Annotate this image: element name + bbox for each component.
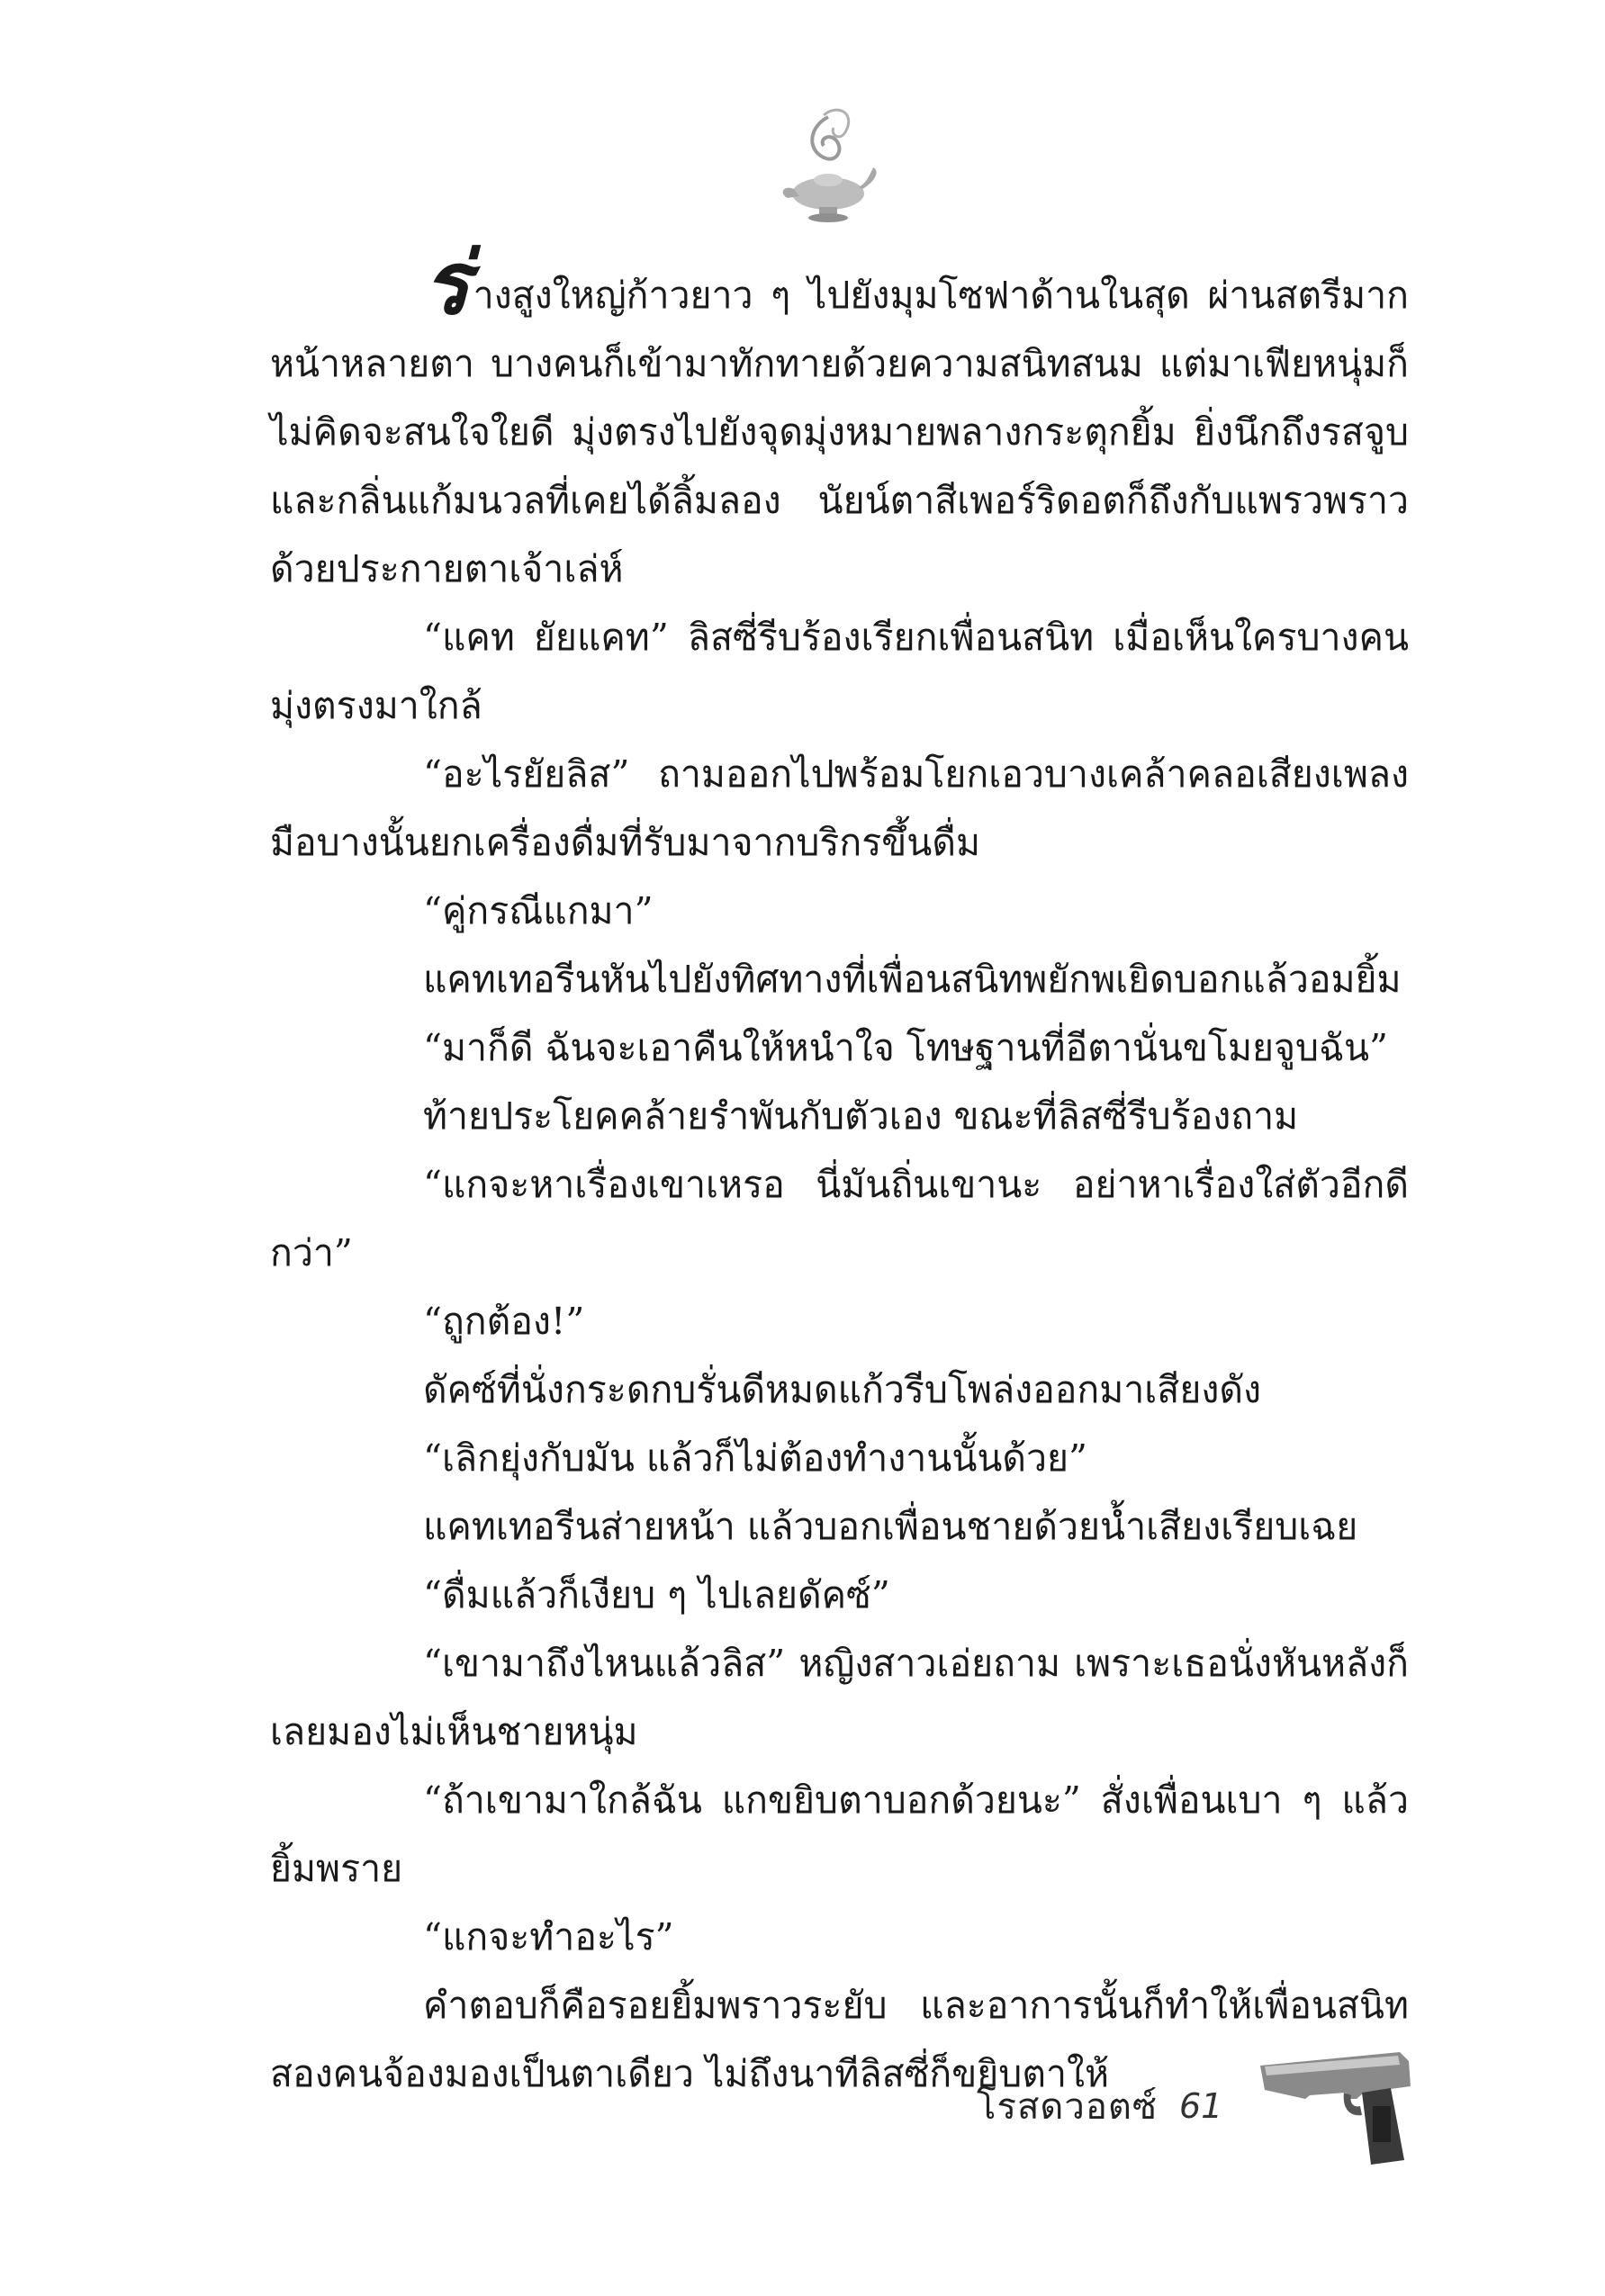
pistol-icon [1256,2043,1418,2169]
paragraph: ดัคซ์ที่นั่งกระดกบรั่นดีหมดแก้วรีบโพล่งออกมาเสียงดัง [423,1368,1262,1411]
paragraph: “มาก็ดี ฉันจะเอาคืนให้หนำใจ โทษฐานที่อีตานั่นขโมยจูบฉัน” [423,1026,1388,1069]
paragraph [270,232,1409,603]
paragraph: “ถ้าเขามาใกล้ฉัน แกขยิบตาบอกด้วยนะ” สั่งเพื่อนเบา ๆ แล้วยิ้มพราย [270,1778,1409,1890]
page-footer [977,2070,1222,2142]
drop-cap: ร่ [423,232,470,334]
paragraph: “เขามาถึงไหนแล้วลิส” หญิงสาวเอ่ยถาม เพราะเธอนั่งหันหลังก็เลยมองไม่เห็นชายหนุ่ม [270,1642,1409,1753]
chapter-text [270,232,1409,2108]
paragraph: “ถูกต้อง!” [423,1300,585,1343]
running-title: โรสดวอตซ์ [977,2086,1158,2128]
paragraph: “เลิกยุ่งกับมัน แล้วก็ไม่ต้องทำงานนั้นด้วย” [423,1436,1088,1480]
magic-lamp-icon [774,99,882,234]
paragraph: “แกจะทำอะไร” [423,1915,674,1958]
paragraph: แคทเทอรีนส่ายหน้า แล้วบอกเพื่อนชายด้วยน้ำเสียงเรียบเฉย [423,1505,1358,1548]
paragraph: “คู่กรณีแกมา” [423,889,654,932]
paragraph-text: างสูงใหญ่ก้าวยาว ๆ ไปยังมุมโซฟาด้านในสุด ผ่านสตรีมากหน้าหลายตา บางคนก็เข้ามาทักทายด้วยความสนิทสนม แต่มาเฟียหนุ่มก็ไม่คิดจะสนใจใยดี มุ่งตรงไปยังจุดมุ่งหมายพลางกระตุกยิ้ม ยิ่งนึกถึงรสจูบและกลิ่นแก้มนวลที่เคยได้ลิ้มลอง นัยน์ตาสีเพอร์ริดอตก็ถึงกับแพรวพราวด้วยประกายตาเจ้าเล่ห์ [270,274,1409,590]
paragraph: “แคท ยัยแคท” ลิสซี่รีบร้องเรียกเพื่อนสนิท เมื่อเห็นใครบางคนมุ่งตรงมาใกล้ [270,616,1409,727]
paragraph: คำตอบก็คือรอยยิ้มพราวระยับ และอาการนั้นก็ทำให้เพื่อนสนิทสองคนจ้องมองเป็นตาเดียว ไม่ถึงนาทีลิสซี่ก็ขยิบตาให้ [270,1984,1409,2095]
paragraph: ท้ายประโยคคล้ายรำพันกับตัวเอง ขณะที่ลิสซี่รีบร้องถาม [423,1094,1299,1138]
page-number: 61 [1178,2086,1223,2126]
paragraph: “อะไรยัยลิส” ถามออกไปพร้อมโยกเอวบางเคล้าคลอเสียงเพลง มือบางนั้นยกเครื่องดื่มที่รับมาจากบริกรขึ้นดื่ม [270,752,1409,864]
paragraph: แคทเทอรีนหันไปยังทิศทางที่เพื่อนสนิทพยักพเยิดบอกแล้วอมยิ้ม [423,958,1402,1001]
paragraph: “ดื่มแล้วก็เงียบ ๆ ไปเลยดัคซ์” [423,1573,890,1616]
paragraph: “แกจะหาเรื่องเขาเหรอ นี่มันถิ่นเขานะ อย่าหาเรื่องใส่ตัวอีกดีกว่า” [270,1163,1409,1274]
